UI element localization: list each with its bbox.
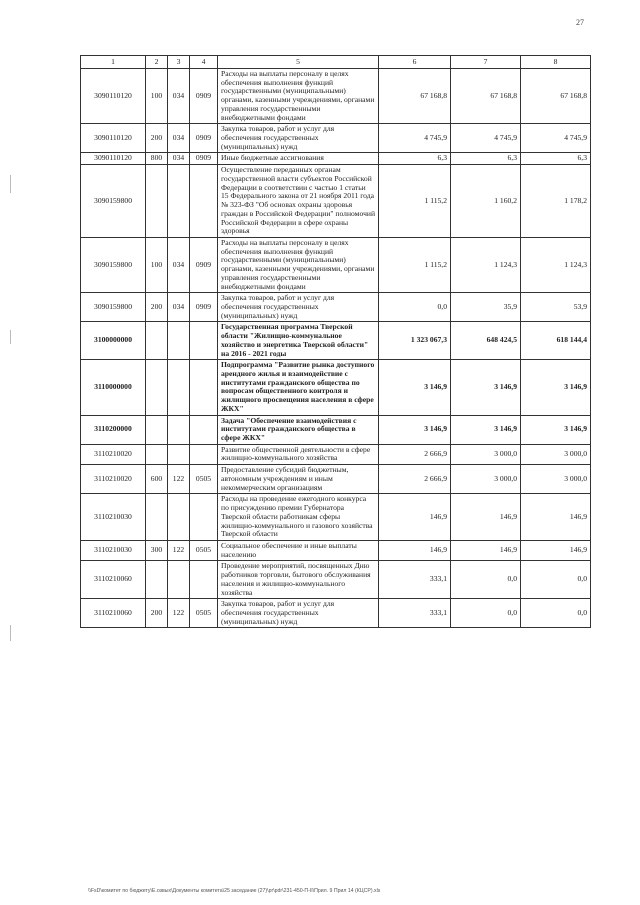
item-name-cell: Расходы на выплаты персоналу в целях обеспечения выполнения функций государственными (муниципальными) органами, казенными учреждениями, органами управления государственными внебюджетными фондами bbox=[218, 69, 379, 124]
table-row bbox=[81, 599, 591, 628]
amount-year2-cell: 3 146,9 bbox=[451, 360, 521, 415]
amount-year1-cell: 3 146,9 bbox=[379, 415, 451, 444]
expense-type-cell: 100 bbox=[146, 237, 168, 292]
section-code-cell: 0909 bbox=[190, 293, 218, 322]
table-row bbox=[81, 444, 591, 464]
section-code-cell bbox=[190, 561, 218, 599]
ministry-code-cell: 122 bbox=[168, 599, 190, 628]
expense-type-cell: 200 bbox=[146, 124, 168, 153]
column-header: 4 bbox=[190, 56, 218, 69]
expense-type-cell bbox=[146, 165, 168, 238]
expense-type-cell: 800 bbox=[146, 153, 168, 165]
ministry-code-cell bbox=[168, 415, 190, 444]
budget-code-cell: 3090110120 bbox=[81, 124, 146, 153]
amount-year1-cell: 2 666,9 bbox=[379, 465, 451, 494]
amount-year1-cell: 146,9 bbox=[379, 494, 451, 541]
amount-year3-cell: 0,0 bbox=[521, 561, 591, 599]
amount-year3-cell: 618 144,4 bbox=[521, 322, 591, 360]
column-header: 2 bbox=[146, 56, 168, 69]
amount-year2-cell: 35,9 bbox=[451, 293, 521, 322]
column-header: 8 bbox=[521, 56, 591, 69]
amount-year2-cell: 1 124,3 bbox=[451, 237, 521, 292]
section-code-cell bbox=[190, 494, 218, 541]
ministry-code-cell: 034 bbox=[168, 69, 190, 124]
amount-year3-cell: 6,3 bbox=[521, 153, 591, 165]
amount-year1-cell: 3 146,9 bbox=[379, 360, 451, 415]
item-name-cell: Социальное обеспечение и иные выплаты населению bbox=[218, 540, 379, 560]
section-code-cell: 0505 bbox=[190, 465, 218, 494]
amount-year2-cell: 146,9 bbox=[451, 540, 521, 560]
item-name-cell: Развитие общественной деятельности в сфере жилищно-коммунального хозяйства bbox=[218, 444, 379, 464]
section-code-cell: 0909 bbox=[190, 69, 218, 124]
table-row bbox=[81, 415, 591, 444]
ministry-code-cell bbox=[168, 494, 190, 541]
column-header: 3 bbox=[168, 56, 190, 69]
budget-code-cell: 3110000000 bbox=[81, 360, 146, 415]
table-row bbox=[81, 561, 591, 599]
column-header: 7 bbox=[451, 56, 521, 69]
section-code-cell: 0909 bbox=[190, 153, 218, 165]
budget-code-cell: 3110210030 bbox=[81, 540, 146, 560]
amount-year1-cell: 1 115,2 bbox=[379, 165, 451, 238]
column-header: 5 bbox=[218, 56, 379, 69]
item-name-cell: Закупка товаров, работ и услуг для обеспечения государственных (муниципальных) нужд bbox=[218, 124, 379, 153]
table-row bbox=[81, 153, 591, 165]
budget-code-cell: 3110210060 bbox=[81, 561, 146, 599]
file-path-footer: \\FsD\комитет по бюджету\Е.озвых\Документы комитета\25 заседание (27)\pr\pdr\231-450-П-II\Прил. 9 Прил 14 (КЦСР).xls bbox=[88, 888, 381, 894]
budget-code-cell: 3100000000 bbox=[81, 322, 146, 360]
ministry-code-cell: 034 bbox=[168, 293, 190, 322]
section-code-cell bbox=[190, 322, 218, 360]
amount-year3-cell: 3 146,9 bbox=[521, 415, 591, 444]
budget-code-cell: 3110200000 bbox=[81, 415, 146, 444]
section-code-cell bbox=[190, 360, 218, 415]
amount-year2-cell: 0,0 bbox=[451, 599, 521, 628]
ministry-code-cell: 122 bbox=[168, 465, 190, 494]
amount-year3-cell: 3 000,0 bbox=[521, 444, 591, 464]
section-code-cell: 0505 bbox=[190, 599, 218, 628]
amount-year3-cell: 3 000,0 bbox=[521, 465, 591, 494]
margin-mark bbox=[10, 625, 11, 641]
margin-mark bbox=[10, 330, 11, 344]
item-name-cell: Иные бюджетные ассигнования bbox=[218, 153, 379, 165]
amount-year1-cell: 6,3 bbox=[379, 153, 451, 165]
ministry-code-cell bbox=[168, 360, 190, 415]
budget-table bbox=[80, 55, 591, 628]
amount-year1-cell: 333,1 bbox=[379, 599, 451, 628]
column-header: 1 bbox=[81, 56, 146, 69]
amount-year2-cell: 3 000,0 bbox=[451, 465, 521, 494]
item-name-cell: Государственная программа Тверской области "Жилищно-коммунальное хозяйство и энергетика Тверской области" на 2016 - 2021 годы bbox=[218, 322, 379, 360]
amount-year1-cell: 4 745,9 bbox=[379, 124, 451, 153]
amount-year1-cell: 1 115,2 bbox=[379, 237, 451, 292]
expense-type-cell bbox=[146, 415, 168, 444]
section-code-cell bbox=[190, 165, 218, 238]
table-row bbox=[81, 360, 591, 415]
amount-year1-cell: 0,0 bbox=[379, 293, 451, 322]
amount-year1-cell: 333,1 bbox=[379, 561, 451, 599]
budget-code-cell: 3090159800 bbox=[81, 165, 146, 238]
ministry-code-cell: 034 bbox=[168, 237, 190, 292]
amount-year2-cell: 4 745,9 bbox=[451, 124, 521, 153]
expense-type-cell: 300 bbox=[146, 540, 168, 560]
ministry-code-cell bbox=[168, 165, 190, 238]
amount-year2-cell: 648 424,5 bbox=[451, 322, 521, 360]
ministry-code-cell bbox=[168, 322, 190, 360]
amount-year3-cell: 67 168,8 bbox=[521, 69, 591, 124]
table-row bbox=[81, 69, 591, 124]
page-number: 27 bbox=[576, 18, 584, 27]
amount-year1-cell: 67 168,8 bbox=[379, 69, 451, 124]
budget-code-cell: 3110210060 bbox=[81, 599, 146, 628]
amount-year2-cell: 146,9 bbox=[451, 494, 521, 541]
amount-year3-cell: 3 146,9 bbox=[521, 360, 591, 415]
item-name-cell: Осуществление переданных органам государственной власти субъектов Российской Федерации в соответствии с частью 1 статьи 15 Федерального закона от 21 ноября 2011 года № 323-ФЗ "Об основах охраны здоровья граждан в Российской Федерации" полномочий Российской Федерации в сфере охраны здоровья bbox=[218, 165, 379, 238]
ministry-code-cell: 122 bbox=[168, 540, 190, 560]
amount-year3-cell: 146,9 bbox=[521, 540, 591, 560]
expense-type-cell: 100 bbox=[146, 69, 168, 124]
amount-year2-cell: 3 000,0 bbox=[451, 444, 521, 464]
budget-code-cell: 3110210030 bbox=[81, 494, 146, 541]
expense-type-cell: 200 bbox=[146, 599, 168, 628]
expense-type-cell bbox=[146, 561, 168, 599]
item-name-cell: Расходы на выплаты персоналу в целях обеспечения выполнения функций государственными (муниципальными) органами, казенными учреждениями, органами управления государственными внебюджетными фондами bbox=[218, 237, 379, 292]
budget-code-cell: 3090159800 bbox=[81, 293, 146, 322]
margin-mark bbox=[10, 175, 11, 193]
amount-year2-cell: 0,0 bbox=[451, 561, 521, 599]
expense-type-cell bbox=[146, 444, 168, 464]
amount-year2-cell: 6,3 bbox=[451, 153, 521, 165]
item-name-cell: Закупка товаров, работ и услуг для обеспечения государственных (муниципальных) нужд bbox=[218, 293, 379, 322]
amount-year3-cell: 4 745,9 bbox=[521, 124, 591, 153]
ministry-code-cell: 034 bbox=[168, 124, 190, 153]
table-row bbox=[81, 124, 591, 153]
section-code-cell bbox=[190, 444, 218, 464]
amount-year3-cell: 1 178,2 bbox=[521, 165, 591, 238]
amount-year3-cell: 146,9 bbox=[521, 494, 591, 541]
expense-type-cell bbox=[146, 360, 168, 415]
item-name-cell: Проведение мероприятий, посвященных Дню работников торговли, бытового обслуживания населения и жилищно-коммунального хозяйства bbox=[218, 561, 379, 599]
column-header: 6 bbox=[379, 56, 451, 69]
expense-type-cell: 600 bbox=[146, 465, 168, 494]
table-row bbox=[81, 165, 591, 238]
amount-year1-cell: 1 323 067,3 bbox=[379, 322, 451, 360]
amount-year3-cell: 1 124,3 bbox=[521, 237, 591, 292]
ministry-code-cell: 034 bbox=[168, 153, 190, 165]
section-code-cell: 0909 bbox=[190, 237, 218, 292]
table-row bbox=[81, 237, 591, 292]
ministry-code-cell bbox=[168, 444, 190, 464]
table-row bbox=[81, 465, 591, 494]
item-name-cell: Расходы на проведение ежегодного конкурса по присуждению премии Губернатора Тверской области работникам сферы жилищно-коммунального и газового хозяйства Тверской области bbox=[218, 494, 379, 541]
table-row bbox=[81, 494, 591, 541]
amount-year1-cell: 146,9 bbox=[379, 540, 451, 560]
expense-type-cell: 200 bbox=[146, 293, 168, 322]
ministry-code-cell bbox=[168, 561, 190, 599]
table-header-row bbox=[81, 56, 591, 69]
item-name-cell: Подпрограмма "Развитие рынка доступного арендного жилья и взаимодействие с институтами гражданского общества по вопросам общественного контроля и жилищного просвещения населения в сфере ЖКХ" bbox=[218, 360, 379, 415]
amount-year2-cell: 1 160,2 bbox=[451, 165, 521, 238]
expense-type-cell bbox=[146, 322, 168, 360]
table-row bbox=[81, 322, 591, 360]
budget-code-cell: 3090110120 bbox=[81, 153, 146, 165]
budget-code-cell: 3110210020 bbox=[81, 465, 146, 494]
item-name-cell: Закупка товаров, работ и услуг для обеспечения государственных (муниципальных) нужд bbox=[218, 599, 379, 628]
section-code-cell: 0909 bbox=[190, 124, 218, 153]
table-row bbox=[81, 540, 591, 560]
amount-year1-cell: 2 666,9 bbox=[379, 444, 451, 464]
section-code-cell bbox=[190, 415, 218, 444]
amount-year3-cell: 53,9 bbox=[521, 293, 591, 322]
amount-year2-cell: 3 146,9 bbox=[451, 415, 521, 444]
amount-year2-cell: 67 168,8 bbox=[451, 69, 521, 124]
expense-type-cell bbox=[146, 494, 168, 541]
budget-code-cell: 3090110120 bbox=[81, 69, 146, 124]
budget-code-cell: 3090159800 bbox=[81, 237, 146, 292]
table-row bbox=[81, 293, 591, 322]
budget-code-cell: 3110210020 bbox=[81, 444, 146, 464]
item-name-cell: Задача "Обеспечение взаимодействия с институтами гражданского общества в сфере ЖКХ" bbox=[218, 415, 379, 444]
amount-year3-cell: 0,0 bbox=[521, 599, 591, 628]
item-name-cell: Предоставление субсидий бюджетным, автономным учреждениям и иным некоммерческим организациям bbox=[218, 465, 379, 494]
section-code-cell: 0505 bbox=[190, 540, 218, 560]
